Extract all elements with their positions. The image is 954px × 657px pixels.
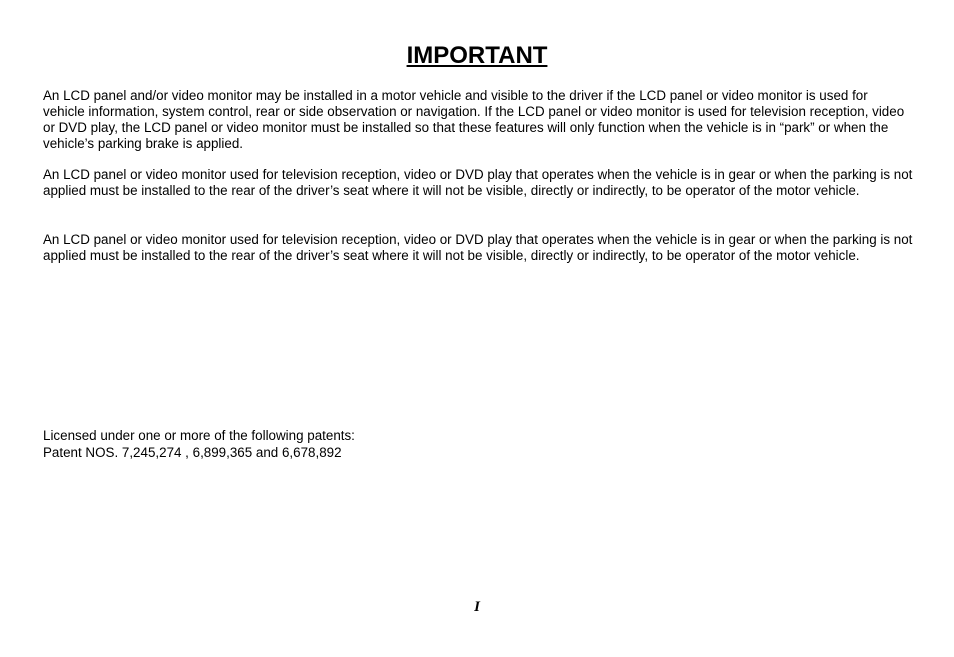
paragraph-lcd-installation: An LCD panel and/or video monitor may be installed in a motor vehicle and visible to the driver if the LCD panel or video monitor is used for vehicle information, system control, rear or side observation or navigation. If the LCD panel or video monitor is used for television reception, video or DVD play, the LCD panel or video monitor must be installed so that these features will only function when the vehicle is in “park” or when the vehicle’s parking brake is applied. <box>43 88 905 151</box>
patent-numbers: Patent NOS. 7,245,274 , 6,899,365 and 6,678,892 <box>43 444 342 460</box>
paragraph-rear-seat-installation-repeat: An LCD panel or video monitor used for television reception, video or DVD play that operates when the vehicle is in gear or when the parking is not applied must be installed to the rear of the driver’s seat where it will not be visible, directly or indirectly, to be operator of the motor vehicle. <box>43 232 913 263</box>
page-title: IMPORTANT <box>406 42 548 69</box>
page-number: I <box>474 599 480 615</box>
license-notice <box>43 428 355 461</box>
license-line: Licensed under one or more of the following patents: <box>43 428 355 443</box>
paragraph-rear-seat-installation: An LCD panel or video monitor used for television reception, video or DVD play that operates when the vehicle is in gear or when the parking is not applied must be installed to the rear of the driver’s seat where it will not be visible, directly or indirectly, to be operator of the motor vehicle. <box>43 167 913 198</box>
